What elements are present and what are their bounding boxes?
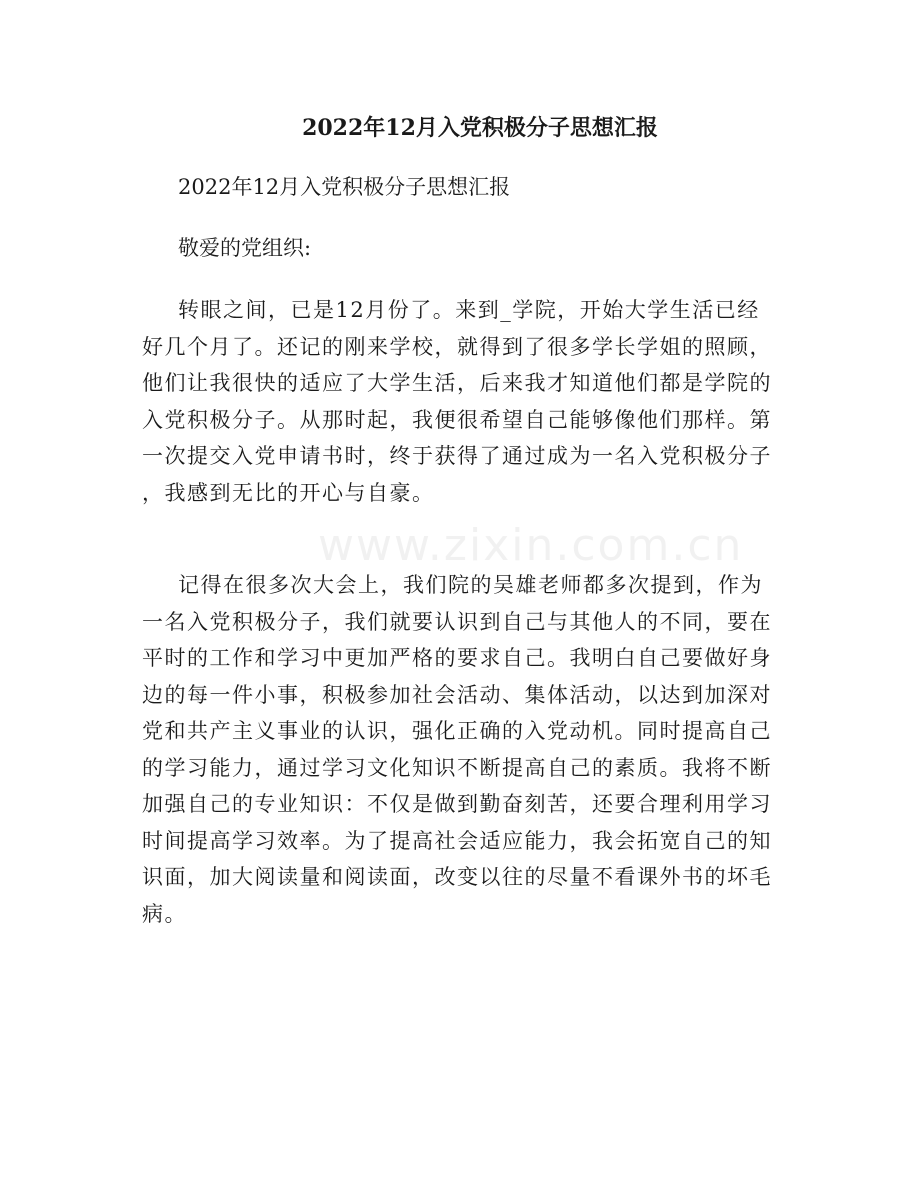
paragraph-line: 加强自己的专业知识：不仅是做到勤奋刻苦，还要合理利用学习 <box>142 792 772 816</box>
document-subtitle: 2022年12月入党积极分子思想汇报 <box>178 175 511 199</box>
paragraph-line: 转眼之间，已是12月份了。来到_学院，开始大学生活已经 <box>178 298 760 322</box>
paragraph-line: 记得在很多次大会上，我们院的吴雄老师都多次提到，作为 <box>178 573 763 597</box>
paragraph-line: 入党积极分子。从那时起，我便很希望自己能够像他们那样。第 <box>142 407 772 432</box>
paragraph-line: 时间提高学习效率。为了提高社会适应能力，我会拓宽自己的知 <box>142 828 772 853</box>
paragraph-line: 他们让我很快的适应了大学生活，后来我才知道他们都是学院的 <box>142 371 772 395</box>
paragraph-line: 边的每一件小事，积极参加社会活动、集体活动，以达到加深对 <box>142 682 772 707</box>
paragraph-line: 一次提交入党申请书时，终于获得了通过成为一名入党积极分子 <box>142 444 772 468</box>
paragraph-line: 党和共产主义事业的认识，强化正确的入党动机。同时提高自己 <box>142 719 772 743</box>
paragraph-line: 的学习能力，通过学习文化知识不断提高自己的素质。我将不断 <box>142 755 772 780</box>
paragraph-line: 病。 <box>142 901 187 926</box>
paragraph-line: 平时的工作和学习中更加严格的要求自己。我明白自己要做好身 <box>142 646 772 670</box>
watermark: www.zixin.com.cn <box>318 520 744 571</box>
paragraph-line: 识面，加大阅读量和阅读面，改变以往的尽量不看课外书的坏毛 <box>142 865 772 889</box>
paragraph-1 <box>142 292 782 511</box>
salutation: 敬爱的党组织: <box>178 236 312 260</box>
paragraph-2 <box>142 567 782 932</box>
paragraph-line: ，我感到无比的开心与自豪。 <box>142 480 435 505</box>
paragraph-line: 好几个月了。还记的刚来学校，就得到了很多学长学姐的照顾， <box>142 334 772 359</box>
document-title: 2022年12月入党积极分子思想汇报 <box>302 115 658 141</box>
paragraph-line: 一名入党积极分子，我们就要认识到自己与其他人的不同，要在 <box>142 609 772 634</box>
